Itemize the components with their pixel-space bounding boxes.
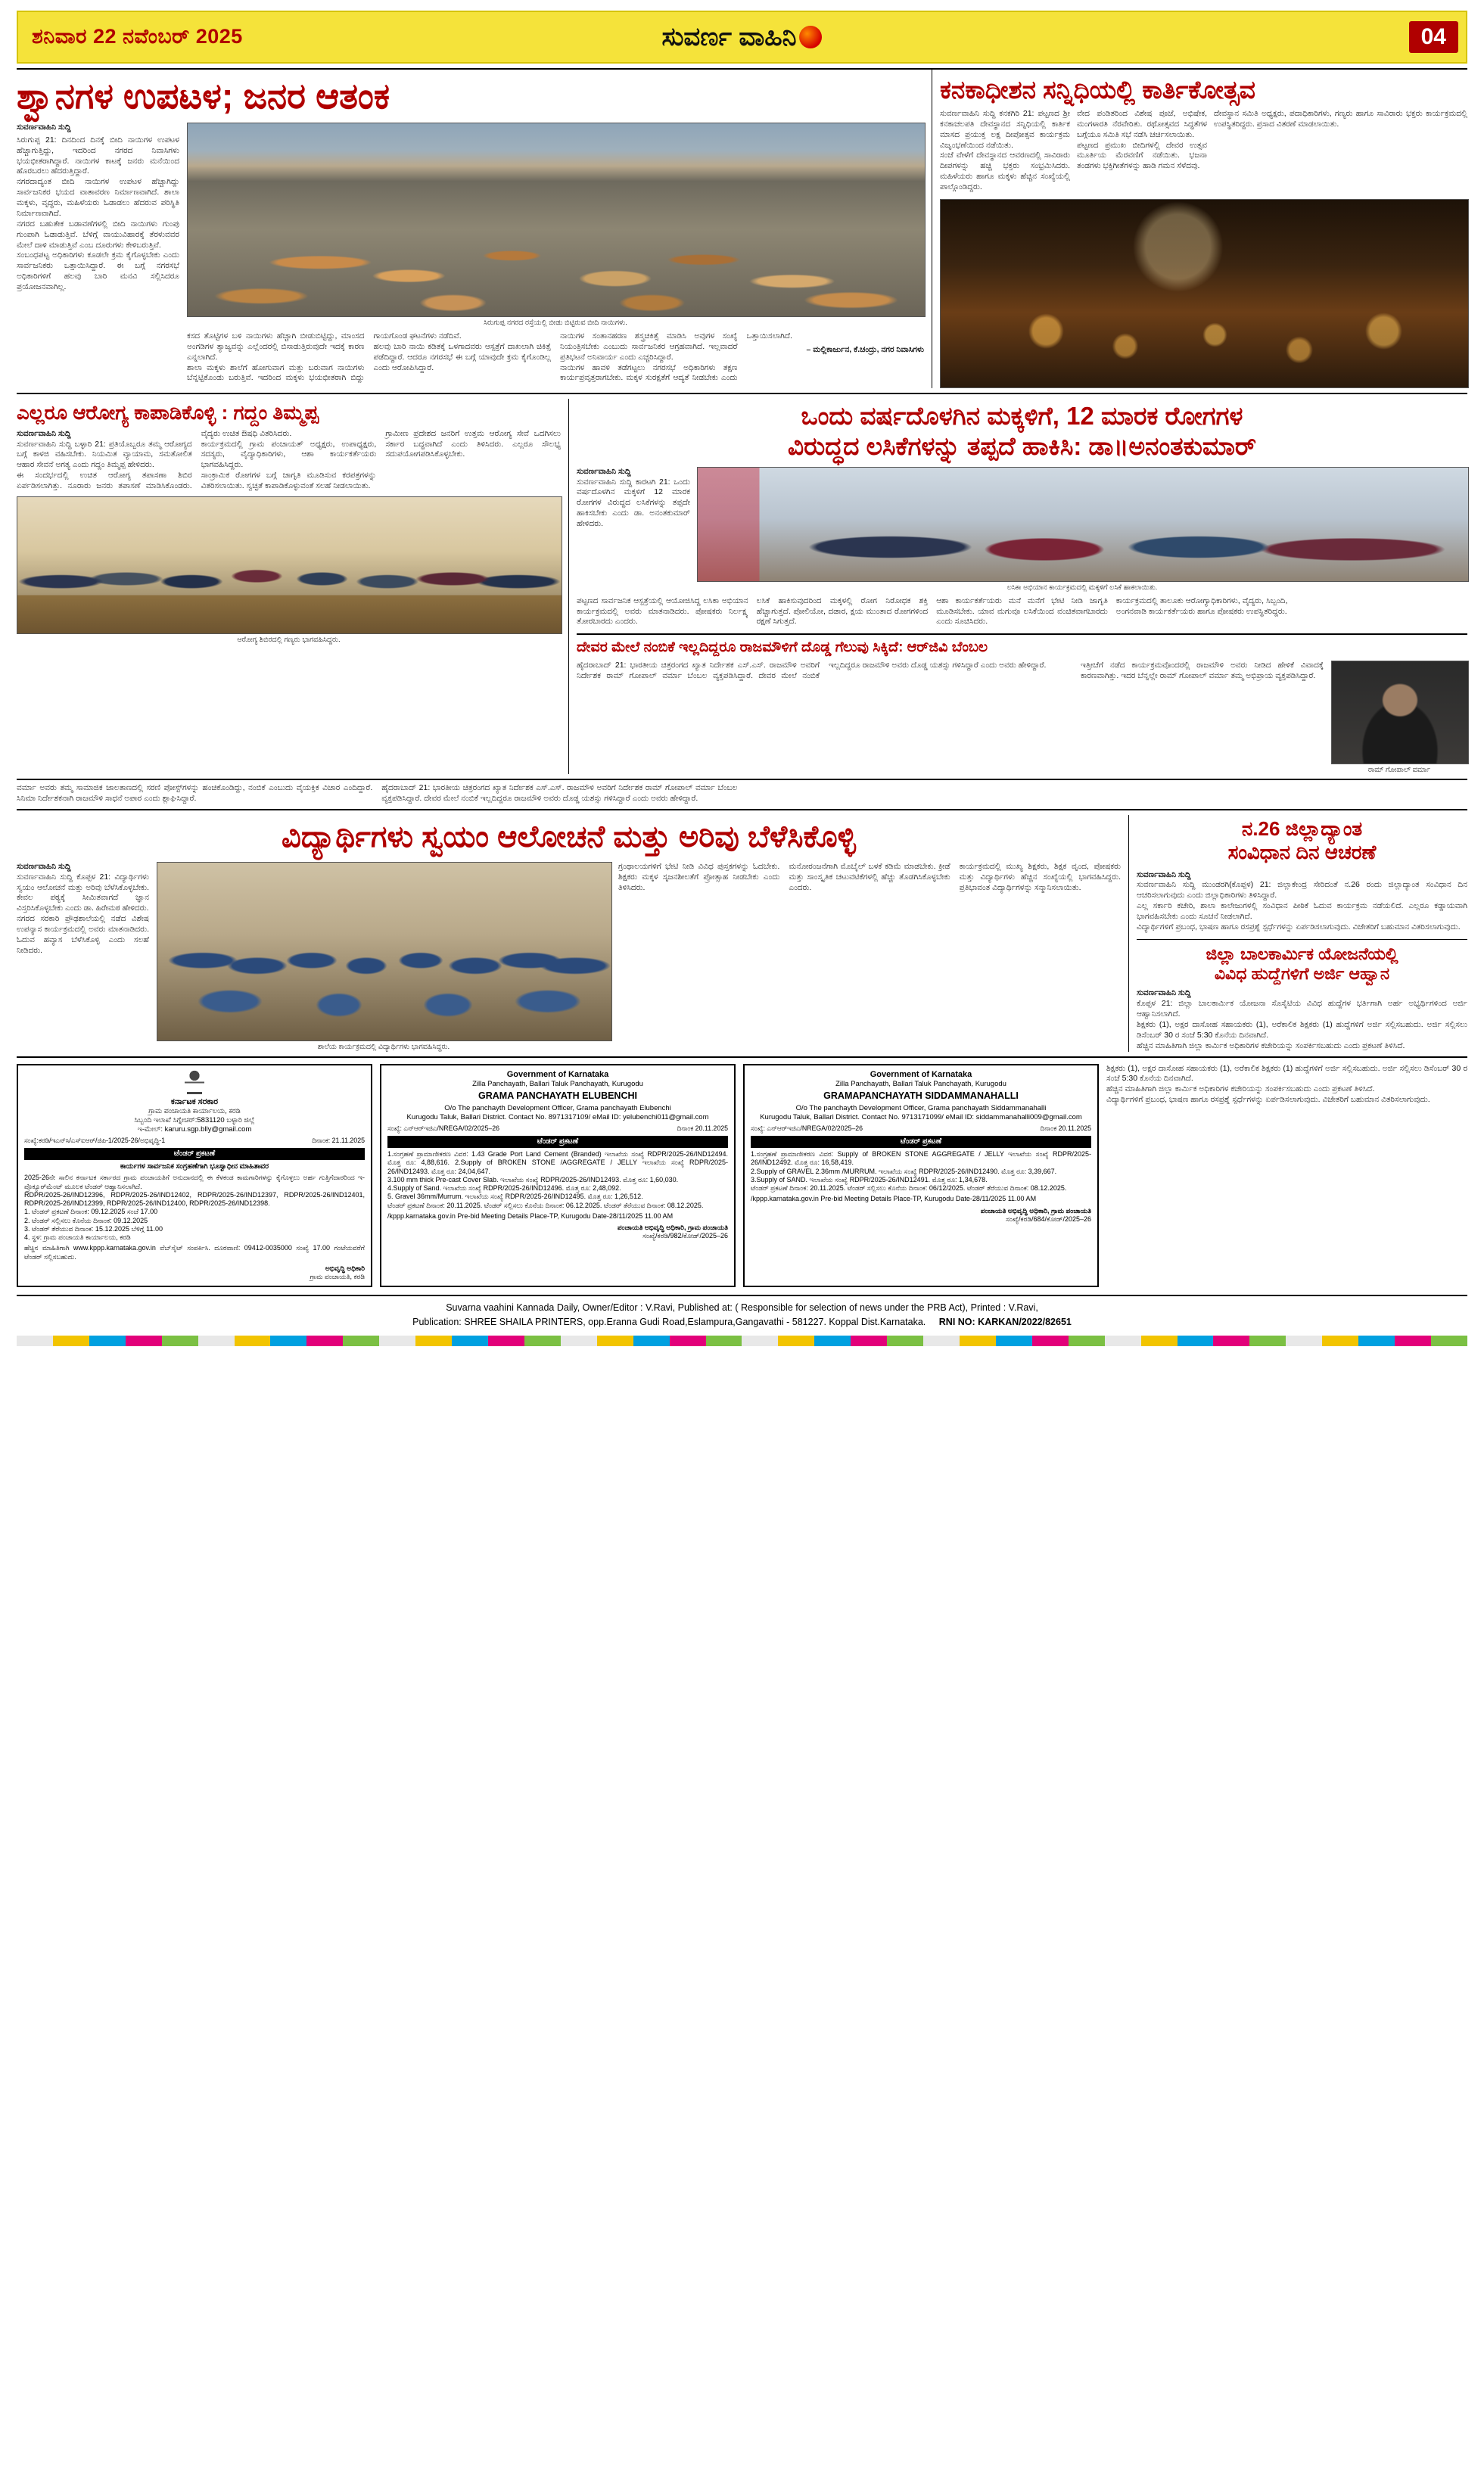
health-camp-photo xyxy=(17,496,562,634)
tender-siddammanahalli xyxy=(743,1064,1099,1288)
third-block xyxy=(17,815,1467,1058)
color-swatch xyxy=(198,1336,235,1346)
footer-line-2 xyxy=(0,1315,1484,1330)
color-swatch xyxy=(1069,1336,1105,1346)
lead-byline: ಸುವರ್ಣವಾಹಿನಿ ಸುದ್ದಿ xyxy=(17,123,71,132)
tender2-gov: Government of Karnataka xyxy=(506,1069,609,1079)
newspaper-page xyxy=(0,11,1484,2482)
color-swatch xyxy=(306,1336,343,1346)
color-swatch xyxy=(488,1336,524,1346)
color-swatch xyxy=(89,1336,126,1346)
constitution-para-1: ಸುವರ್ಣವಾಹಿನಿ ಸುದ್ದಿ ಮುಂಡರಗಿ(ಕೊಪ್ಪಳ) 21: ಜಿಲ್ಲಾಕೇಂದ್ರ ಸೇರಿದಂತೆ ನ.26 ರಂದು ಜಿಲ್ಲಾದ್ಯಾಂತ ಸಂವಿಧಾನ ದಿನ ಆಚರಿಸಲಾಗುವುದು ಎಂದು ಜಿಲ್ಲಾಧಿಕಾರಿಗಳು ತಿಳಿಸಿದ್ದಾರೆ. xyxy=(1137,880,1467,900)
rgv-story xyxy=(577,633,1467,774)
tender2-sign-sub: ಸಂಖ್ಯೆ/ಕರಡಿ/982/ಕೋಡ್/2025–26 xyxy=(642,1232,728,1240)
students-byline: ಸುವರ್ಣವಾಹಿನಿ ಸುದ್ದಿ xyxy=(17,861,71,871)
health-para-3: ಕಾರ್ಯಕ್ರಮದಲ್ಲಿ ಗ್ರಾಮ ಪಂಚಾಯತ್ ಅಧ್ಯಕ್ಷರು, ಉಪಾಧ್ಯಕ್ಷರು, ಸದಸ್ಯರು, ವೈದ್ಯಾಧಿಕಾರಿಗಳು, ಆಶಾ ಕಾರ್ಯಕರ್ತೆಯರು ಭಾಗವಹಿಸಿದ್ದರು. xyxy=(201,439,377,470)
labour-headline-line2: ವಿವಿಧ ಹುದ್ದೆಗಳಿಗೆ ಅರ್ಜಿ ಆಹ್ವಾನ xyxy=(1214,964,1390,984)
health-para-2: ಈ ಸಂದರ್ಭದಲ್ಲಿ ಉಚಿತ ಆರೋಗ್ಯ ತಪಾಸಣಾ ಶಿಬಿರ ಏರ್ಪಡಿಸಲಾಗಿತ್ತು. ನೂರಾರು ಜನರು ತಪಾಸಣೆ ಮಾಡಿಸಿಕೊಂಡರು. ವೈದ್ಯರು ಉಚಿತ ಔಷಧಿ ವಿತರಿಸಿದರು. xyxy=(17,428,292,490)
tender3-zilla: Zilla Panchayath, Ballari Taluk Panchayath, Kurugodu xyxy=(835,1080,1006,1089)
tender3-sign: ಪಂಚಾಯತಿ ಅಭಿವೃದ್ಧಿ ಅಧಿಕಾರಿ, ಗ್ರಾಮ ಪಂಚಾಯತಿ xyxy=(980,1206,1091,1215)
rgv-portrait-photo xyxy=(1331,661,1469,764)
labour-overflow-1: ಶಿಕ್ಷಕರು (1), ಅಕ್ಷರ ದಾಸೋಹ ಸಹಾಯಕರು (1), ಅರೆಕಾಲಿಕ ಶಿಕ್ಷಕರು (1) ಹುದ್ದೆಗಳಿಗೆ ಅರ್ಜಿ ಸಲ್ಲಿಸಬಹುದು. ಅರ್ಜಿ ಸಲ್ಲಿಸಲು ಡಿಸೆಂಬರ್ 30 ರ ಸಂಜೆ 5:30 ಕೊನೆಯ ದಿನವಾಗಿದೆ. xyxy=(1106,1063,1467,1084)
temple-headline: ಕನಕಾಧೀಶನ ಸನ್ನಿಧಿಯಲ್ಲಿ ಕಾರ್ತಿಕೋತ್ಸವ xyxy=(940,76,1255,104)
vaccine-photo-block xyxy=(697,467,1467,592)
students-para-5: ಕಾರ್ಯಕ್ರಮದಲ್ಲಿ ಮುಖ್ಯ ಶಿಕ್ಷಕರು, ಶಿಕ್ಷಕ ವೃಂದ, ಪೋಷಕರು ಮತ್ತು ವಿದ್ಯಾರ್ಥಿಗಳು ಹೆಚ್ಚಿನ ಸಂಖ್ಯೆಯಲ್ಲಿ ಭಾಗವಹಿಸಿದ್ದರು. ಪ್ರತಿಭಾವಂತ ವಿದ್ಯಾರ್ಥಿಗಳನ್ನು ಸನ್ಮಾನಿಸಲಾಯಿತು. xyxy=(959,861,1121,892)
rgv-para-2: ಇತ್ತೀಚೆಗೆ ನಡೆದ ಕಾರ್ಯಕ್ರಮವೊಂದರಲ್ಲಿ ರಾಜಮೌಳಿ ಅವರು ನೀಡಿದ ಹೇಳಿಕೆ ವಿವಾದಕ್ಕೆ ಕಾರಣವಾಗಿತ್ತು. ಇದರ ಬೆನ್ನಲ್ಲೇ ರಾಮ್ ಗೋಪಾಲ್ ವರ್ಮಾ ತಮ್ಮ ಅಭಿಪ್ರಾಯ ವ್ಯಕ್ತಪಡಿಸಿದ್ದಾರೆ. xyxy=(1081,661,1324,680)
tender2-address: Kurugodu Taluk, Ballari District. Contact No. 8971317109/ eMail ID: yelubenchi011@gmail.com xyxy=(406,1112,709,1121)
health-para-1: ಸುವರ್ಣವಾಹಿನಿ ಸುದ್ದಿ ಬಳ್ಳಾರಿ 21: ಪ್ರತಿಯೊಬ್ಬರೂ ತಮ್ಮ ಆರೋಗ್ಯದ ಬಗ್ಗೆ ಕಾಳಜಿ ವಹಿಸಬೇಕು. ನಿಯಮಿತ ವ್ಯಾಯಾಮ, ಸಮತೋಲಿತ ಆಹಾರ ಸೇವನೆ ಅಗತ್ಯ ಎಂದು ಗದ್ದಂ ತಿಮ್ಮಪ್ಪ ಹೇಳಿದರು. xyxy=(17,439,192,470)
color-swatch xyxy=(53,1336,89,1346)
students-story xyxy=(17,815,1129,1052)
vaccine-para-2: ಪಟ್ಟಣದ ಸಾರ್ವಜನಿಕ ಆಸ್ಪತ್ರೆಯಲ್ಲಿ ಆಯೋಜಿಸಿದ್ದ ಲಸಿಕಾ ಅಭಿಯಾನ ಕಾರ್ಯಕ್ರಮದಲ್ಲಿ ಅವರು ಮಾತನಾಡಿದರು. ಪೋಷಕರು ನಿರ್ಲಕ್ಷ್ಯ ತೋರಬಾರದು ಎಂದರು. xyxy=(577,596,748,627)
color-swatch xyxy=(379,1336,415,1346)
health-story xyxy=(17,399,569,774)
vaccine-headline-line1: ಒಂದು ವರ್ಷದೊಳಗಿನ ಮಕ್ಕಳಿಗೆ, 12 ಮಾರಕ ರೋಗಗಳ xyxy=(801,401,1243,430)
labour-para-1: ಕೊಪ್ಪಳ 21: ಜಿಲ್ಲಾ ಬಾಲಕಾರ್ಮಿಕ ಯೋಜನಾ ಸೊಸೈಟಿಯ ವಿವಿಧ ಹುದ್ದೆಗಳ ಭರ್ತಿಗಾಗಿ ಅರ್ಹ ಅಭ್ಯರ್ಥಿಗಳಿಂದ ಅರ್ಜಿ ಆಹ್ವಾನಿಸಲಾಗಿದೆ. xyxy=(1137,999,1467,1019)
tender3-gov: Government of Karnataka xyxy=(870,1069,972,1079)
rgv-overflow-columns xyxy=(17,783,1467,804)
labour-headline-line1: ಜಿಲ್ಲಾ ಬಾಲಕಾರ್ಮಿಕ ಯೋಜನೆಯಲ್ಲಿ xyxy=(1206,944,1398,963)
labour-para-2: ಶಿಕ್ಷಕರು (1), ಅಕ್ಷರ ದಾಸೋಹ ಸಹಾಯಕರು (1), ಅರೆಕಾಲಿಕ ಶಿಕ್ಷಕರು (1) ಹುದ್ದೆಗಳಿಗೆ ಅರ್ಜಿ ಸಲ್ಲಿಸಬಹುದು. ಅರ್ಜಿ ಸಲ್ಲಿಸಲು ಡಿಸೆಂಬರ್ 30 ರ ಸಂಜೆ 5:30 ಕೊನೆಯ ದಿನವಾಗಿದೆ. xyxy=(1137,1019,1467,1040)
color-swatch xyxy=(960,1336,996,1346)
tender3-gp-name: GRAMAPANCHAYATH SIDDAMMANAHALLI xyxy=(823,1090,1019,1102)
tender3-website-note: /kppp.karnataka.gov.in Pre-bid Meeting Details Place-TP, Kurugodu Date-28/11/2025 11.00 AM xyxy=(751,1195,1037,1203)
color-swatch xyxy=(670,1336,706,1346)
lead-lower-columns xyxy=(187,331,924,384)
tender1-header-line1: ಕರ್ನಾಟಕ ಸರಕಾರ xyxy=(170,1096,219,1106)
vaccine-story xyxy=(569,399,1467,774)
color-swatch xyxy=(851,1336,887,1346)
temple-col-text-3 xyxy=(1214,109,1467,193)
temple-para-5: ದೇವಸ್ಥಾನ ಸಮಿತಿ ಅಧ್ಯಕ್ಷರು, ಪದಾಧಿಕಾರಿಗಳು, ಗಣ್ಯರು ಹಾಗೂ ಸಾವಿರಾರು ಭಕ್ತರು ಕಾರ್ಯಕ್ರಮದಲ್ಲಿ ಉಪಸ್ಥಿತರಿದ್ದರು. ಪ್ರಸಾದ ವಿತರಣೆ ಮಾಡಲಾಯಿತು. xyxy=(1214,108,1467,129)
color-registration-bar xyxy=(17,1336,1467,1346)
constitution-para-2: ಎಲ್ಲ ಸರ್ಕಾರಿ ಕಚೇರಿ, ಶಾಲಾ ಕಾಲೇಜುಗಳಲ್ಲಿ ಸಂವಿಧಾನ ಪೀಠಿಕೆ ಓದುವ ಕಾರ್ಯಕ್ರಮ ನಡೆಯಲಿದೆ. ಎಲ್ಲರೂ ಕಡ್ಡಾಯವಾಗಿ ಭಾಗವಹಿಸಬೇಕು ಎಂದು ಸೂಚನೆ ನೀಡಲಾಗಿದೆ. xyxy=(1137,901,1467,922)
tender1-contact-2: ಇ-ಮೇಲ್: karuru.sgp.blly@gmail.com xyxy=(137,1125,252,1134)
vaccine-para-4: ಆಶಾ ಕಾರ್ಯಕರ್ತೆಯರು ಮನೆ ಮನೆಗೆ ಭೇಟಿ ನೀಡಿ ಜಾಗೃತಿ ಮೂಡಿಸಬೇಕು. ಯಾವ ಮಗುವೂ ಲಸಿಕೆಯಿಂದ ವಂಚಿತವಾಗಬಾರದು ಎಂದು ಸೂಚಿಸಿದರು. xyxy=(936,596,1108,627)
students-para-1: ಸುವರ್ಣವಾಹಿನಿ ಸುದ್ದಿ ಕೊಪ್ಪಳ 21: ವಿದ್ಯಾರ್ಥಿಗಳು ಸ್ವಯಂ ಆಲೋಚನೆ ಮತ್ತು ಅರಿವು ಬೆಳೆಸಿಕೊಳ್ಳಬೇಕು. ಕೇವಲ ಪಠ್ಯಕ್ಕೆ ಸೀಮಿತವಾಗದೆ ಜ್ಞಾನ ವಿಸ್ತರಿಸಿಕೊಳ್ಳಬೇಕು ಎಂದು ಡಾ. ಹಿರೇಮಠ ಹೇಳಿದರು. xyxy=(17,872,149,913)
tender1-contact-1: ಸಿಬ್ಬಂದಿ ಇಲಾಖೆ ಸಿಗ್ನೇಚರ್:5831120 ಬಳ್ಳಾರಿ ಜಿಲ್ಲೆ xyxy=(134,1116,255,1125)
lead-para-8: ನಾಯಿಗಳ ಸಂತಾನಹರಣ ಶಸ್ತ್ರಚಿಕಿತ್ಸೆ ಮಾಡಿಸಿ ಅವುಗಳ ಸಂಖ್ಯೆ ನಿಯಂತ್ರಿಸಬೇಕು ಎಂಬುದು ಸಾರ್ವಜನಿಕರ ಆಗ್ರಹವಾಗಿದೆ. ಇಲ್ಲವಾದರೆ ಪ್ರತಿಭಟನೆ ಅನಿವಾರ್ಯ ಎಂದು ಎಚ್ಚರಿಸಿದ್ದಾರೆ. xyxy=(560,331,738,362)
tender3-ref: ಸಂಖ್ಯೆ: ಎನ್‌ಆರ್‌ಇಜಿಎ/NREGA/02/2025–26 xyxy=(751,1124,863,1132)
vaccine-byline: ಸುವರ್ಣವಾಹಿನಿ ಸುದ್ದಿ xyxy=(577,466,631,476)
tender-elubenchi xyxy=(380,1064,736,1288)
temple-para-1: ಸುವರ್ಣವಾಹಿನಿ ಸುದ್ದಿ ಕನಕಗಿರಿ 21: ಪಟ್ಟಣದ ಶ್ರೀ ಕನಕಾಚಲಪತಿ ದೇವಸ್ಥಾನದ ಸನ್ನಿಧಿಯಲ್ಲಿ ಕಾರ್ತಿಕ ಮಾಸದ ಪ್ರಯುಕ್ತ ಲಕ್ಷ ದೀಪೋತ್ಸವ ಕಾರ್ಯಕ್ರಮ ವಿಜೃಂಭಣೆಯಿಂದ ನಡೆಯಿತು. xyxy=(940,108,1070,150)
masthead xyxy=(17,11,1467,64)
tender-row-right-column xyxy=(1106,1064,1467,1288)
tender-karnataka-karadi xyxy=(17,1064,372,1288)
tender3-item-1: 1.ಸಂಗ್ರಹಣೆ ಪ್ರಾಮಾಣೀಕರಣ ವಿವರ: Supply of BROKEN STONE AGGREGATE / JELLY ಇಲಾಖೆಯ ಸಂಖ್ಯೆ RDPR/2025-26/IND12492. ಮೊತ್ತ ರೂ: 16,58,419. xyxy=(751,1150,1091,1167)
color-swatch xyxy=(597,1336,633,1346)
tender2-item-4: 5. Gravel 36mm/Murrum. ಇಲಾಖೆಯ ಸಂಖ್ಯೆ RDPR/2025-26/IND12495. ಮೊತ್ತ ರೂ: 1,26,512. xyxy=(387,1193,643,1201)
health-para-4: ಸಾಂಕ್ರಾಮಿಕ ರೋಗಗಳ ಬಗ್ಗೆ ಜಾಗೃತಿ ಮೂಡಿಸುವ ಕರಪತ್ರಗಳನ್ನು ವಿತರಿಸಲಾಯಿತು. ಸ್ವಚ್ಛತೆ ಕಾಪಾಡಿಕೊಳ್ಳುವಂತೆ ಸಲಹೆ ನೀಡಲಾಯಿತು. xyxy=(201,471,377,490)
color-swatch xyxy=(1105,1336,1141,1346)
vaccine-para-5: ಕಾರ್ಯಕ್ರಮದಲ್ಲಿ ತಾಲೂಕು ಆರೋಗ್ಯಾಧಿಕಾರಿಗಳು, ವೈದ್ಯರು, ಸಿಬ್ಬಂದಿ, ಅಂಗನವಾಡಿ ಕಾರ್ಯಕರ್ತೆಯರು ಹಾಗೂ ಪೋಷಕರು ಉಪಸ್ಥಿತರಿದ್ದರು. xyxy=(1115,596,1288,616)
vaccine-lower-columns xyxy=(577,596,1467,628)
lead-para-4: ಸಂಬಂಧಪಟ್ಟ ಅಧಿಕಾರಿಗಳು ಕೂಡಲೇ ಕ್ರಮ ಕೈಗೊಳ್ಳಬೇಕು ಎಂದು ಸಾರ್ವಜನಿಕರು ಒತ್ತಾಯಿಸಿದ್ದಾರೆ. ಈ ಬಗ್ಗೆ ನಗರಸಭೆ ಅಧಿಕಾರಿಗಳಿಗೆ ಹಲವು ಬಾರಿ ಮನವಿ ಸಲ್ಲಿಸಿದರೂ ಪ್ರಯೋಜನವಾಗಿಲ್ಲ. xyxy=(17,250,179,291)
temple-para-2: ಸಂಜೆ ವೇಳೆಗೆ ದೇವಸ್ಥಾನದ ಆವರಣದಲ್ಲಿ ಸಾವಿರಾರು ದೀಪಗಳನ್ನು ಹಚ್ಚಿ ಭಕ್ತರು ಸಂಭ್ರಮಿಸಿದರು. ಮಹಿಳೆಯರು ಹಾಗೂ ಮಕ್ಕಳು ಹೆಚ್ಚಿನ ಸಂಖ್ಯೆಯಲ್ಲಿ ಪಾಲ್ಗೊಂಡಿದ್ದರು. xyxy=(940,151,1070,191)
health-columns xyxy=(17,429,561,492)
lead-para-9: ನಾಯಿಗಳ ಹಾವಳಿ ತಡೆಗಟ್ಟಲು ನಗರಸಭೆ ಅಧಿಕಾರಿಗಳು ತಕ್ಷಣ ಕಾರ್ಯಪ್ರವೃತ್ತರಾಗಬೇಕು. ಮಕ್ಕಳ ಸುರಕ್ಷತೆಗೆ ಆದ್ಯತೆ ನೀಡಬೇಕು ಎಂದು ಒತ್ತಾಯಿಸಲಾಗಿದೆ. xyxy=(560,331,792,383)
tender3-office: O/o The panchayth Development Officer, Grama panchayath Siddammanahalli xyxy=(795,1103,1047,1112)
tender2-banner: ಟೆಂಡರ್ ಪ್ರಕಟಣೆ xyxy=(387,1136,728,1149)
tender2-item-3: 4.Supply of Sand. ಇಲಾಖೆಯ ಸಂಖ್ಯೆ RDPR/2025-26/IND12496. ಮೊತ್ತ ರೂ: 2,48,092. xyxy=(387,1184,621,1192)
labour-byline: ಸುವರ್ಣವಾಹಿನಿ ಸುದ್ದಿ xyxy=(1137,988,1191,998)
lead-para-5: ಕಸದ ತೊಟ್ಟಿಗಳ ಬಳಿ ನಾಯಿಗಳು ಹೆಚ್ಚಾಗಿ ಬೀಡುಬಿಟ್ಟಿದ್ದು, ಮಾಂಸದ ಅಂಗಡಿಗಳ ತ್ಯಾಜ್ಯವನ್ನು ಎಲ್ಲೆಂದರಲ್ಲಿ ಬಿಸಾಡುತ್ತಿರುವುದೇ ಇದಕ್ಕೆ ಕಾರಣ ಎನ್ನಲಾಗಿದೆ. xyxy=(187,331,365,362)
lead-col-1 xyxy=(17,123,179,384)
tender1-footer-note: ಹೆಚ್ಚಿನ ಮಾಹಿತಿಗಾಗಿ www.kppp.karnataka.gov.in ವೆಬ್‌ಸೈಟ್ ಸಂಪರ್ಕಿಸಿ. ದೂರವಾಣಿ: 09412-0035000 ಸಂಖ್ಯೆ 17.00 ಗಂಟೆಯವರೆಗೆ ಟೆಂಡರ್ ಸಲ್ಲಿಸಬಹುದು. xyxy=(24,1244,365,1261)
footer-imprint xyxy=(0,1296,1484,1333)
tender3-date: ದಿನಾಂಕ 20.11.2025 xyxy=(1040,1124,1091,1132)
color-swatch xyxy=(923,1336,960,1346)
tender1-item-4: 3. ಟೆಂಡರ್ ತೆರೆಯುವ ದಿನಾಂಕ: 15.12.2025 ಬೆಳಿಗ್ಗೆ 11.00 xyxy=(24,1224,163,1233)
logo-swirl-icon xyxy=(799,26,822,48)
students-para-2: ನಗರದ ಸರಕಾರಿ ಪ್ರೌಢಶಾಲೆಯಲ್ಲಿ ನಡೆದ ವಿಶೇಷ ಉಪನ್ಯಾಸ ಕಾರ್ಯಕ್ರಮದಲ್ಲಿ ಅವರು ಮಾತನಾಡಿದರು. ಓದುವ ಹವ್ಯಾಸ ಬೆಳೆಸಿಕೊಳ್ಳಿ ಎಂದು ಸಲಹೆ ನೀಡಿದರು. xyxy=(17,914,149,955)
color-swatch xyxy=(524,1336,561,1346)
rgv-para-3: ವರ್ಮಾ ಅವರು ತಮ್ಮ ಸಾಮಾಜಿಕ ಜಾಲತಾಣದಲ್ಲಿ ಸರಣಿ ಪೋಸ್ಟ್‌ಗಳನ್ನು ಹಂಚಿಕೊಂಡಿದ್ದು, ನಂಬಿಕೆ ಎಂಬುದು ವೈಯಕ್ತಿಕ ವಿಚಾರ ಎಂದಿದ್ದಾರೆ. ಸಿನಿಮಾ ನಿರ್ದೇಶಕನಾಗಿ ರಾಜಮೌಳಿ ಸಾಧನೆ ಅಪಾರ ಎಂದು ಶ್ಲಾಘಿಸಿದ್ದಾರೆ. xyxy=(17,783,373,803)
health-headline: ಎಲ್ಲರೂ ಆರೋಗ್ಯ ಕಾಪಾಡಿಕೊಳ್ಳಿ : ಗದ್ದಂ ತಿಮ್ಮಪ್ಪ xyxy=(17,400,319,424)
tender1-item-5: 4. ಸ್ಥಳ: ಗ್ರಾಮ ಪಂಚಾಯತಿ ಕಾರ್ಯಾಲಯ, ಕರಡಿ xyxy=(24,1233,131,1241)
tender2-date: ದಿನಾಂಕ 20.11.2025 xyxy=(677,1124,728,1132)
lead-para-3: ನಗರದ ಬಹುತೇಕ ಬಡಾವಣೆಗಳಲ್ಲಿ ಬೀದಿ ನಾಯಿಗಳು ಗುಂಪು ಗುಂಪಾಗಿ ಓಡಾಡುತ್ತಿವೆ. ಬೆಳಿಗ್ಗೆ ವಾಯುವಿಹಾರಕ್ಕೆ ತೆರಳುವವರ ಮೇಲೆ ದಾಳಿ ಮಾಡುತ್ತಿವೆ ಎಂಬ ದೂರುಗಳು ಕೇಳಿಬರುತ್ತಿವೆ. xyxy=(17,219,179,250)
color-swatch xyxy=(633,1336,670,1346)
temple-para-4: ಪಟ್ಟಣದ ಪ್ರಮುಖ ಬೀದಿಗಳಲ್ಲಿ ದೇವರ ಉತ್ಸವ ಮೂರ್ತಿಯ ಮೆರವಣಿಗೆ ನಡೆಯಿತು. ಭಜನಾ ತಂಡಗಳು ಭಕ್ತಿಗೀತೆಗಳನ್ನು ಹಾಡಿ ಗಮನ ಸೆಳೆದವು. xyxy=(1077,140,1207,171)
tender3-item-2: 2.Supply of GRAVEL 2.36mm /MURRUM. ಇಲಾಖೆಯ ಸಂಖ್ಯೆ RDPR/2025-26/IND12490. ಮೊತ್ತ ರೂ: 3,39,667. xyxy=(751,1167,1057,1175)
lead-story xyxy=(17,70,932,388)
color-swatch xyxy=(1322,1336,1358,1346)
top-block xyxy=(17,70,1467,394)
temple-story xyxy=(932,70,1467,388)
students-photo-block xyxy=(157,862,611,1051)
lead-para-6: ಶಾಲಾ ಮಕ್ಕಳು ಶಾಲೆಗೆ ಹೋಗುವಾಗ ಮತ್ತು ಬರುವಾಗ ನಾಯಿಗಳು ಬೆನ್ನಟ್ಟಿಕೊಂಡು ಬರುತ್ತಿವೆ. ಇದರಿಂದ ಮಕ್ಕಳು ಭಯಭೀತರಾಗಿ ಬಿದ್ದು ಗಾಯಗೊಂಡ ಘಟನೆಗಳು ನಡೆದಿವೆ. xyxy=(187,331,462,383)
tender2-item-2: 3.100 mm thick Pre-cast Cover Slab. ಇಲಾಖೆಯ ಸಂಖ್ಯೆ RDPR/2025-26/IND12493. ಮೊತ್ತ ರೂ: 1,60,030. xyxy=(387,1175,679,1183)
tender-row xyxy=(17,1064,1467,1288)
vaccine-para-1: ಸುವರ್ಣವಾಹಿನಿ ಸುದ್ದಿ ಕಾರಟಗಿ 21: ಒಂದು ವರ್ಷದೊಳಗಿನ ಮಕ್ಕಳಿಗೆ 12 ಮಾರಕ ರೋಗಗಳ ವಿರುದ್ಧದ ಲಸಿಕೆಗಳನ್ನು ತಪ್ಪದೇ ಹಾಕಿಸಬೇಕು ಎಂದು ಡಾ. ಅನಂತಕುಮಾರ್ ಹೇಳಿದರು. xyxy=(577,477,690,528)
constitution-byline: ಸುವರ್ಣವಾಹಿನಿ ಸುದ್ದಿ xyxy=(1137,869,1191,879)
tender2-office: O/o The panchayth Development Officer, Grama panchayath Elubenchi xyxy=(444,1103,671,1112)
tender1-item-3: 2. ಟೆಂಡರ್ ಸಲ್ಲಿಸಲು ಕೊನೆಯ ದಿನಾಂಕ: 09.12.2025 xyxy=(24,1216,148,1224)
tender1-banner: ಟೆಂಡರ್ ಪ್ರಕಟಣೆ xyxy=(24,1148,365,1161)
color-swatch xyxy=(778,1336,814,1346)
tender2-gp-name: GRAMA PANCHAYATH ELUBENCHI xyxy=(478,1090,637,1102)
color-swatch xyxy=(814,1336,851,1346)
students-headline: ವಿದ್ಯಾರ್ಥಿಗಳು ಸ್ವಯಂ ಆಲೋಚನೆ ಮತ್ತು ಅರಿವು ಬೆಳೆಸಿಕೊಳ್ಳಿ xyxy=(282,820,856,854)
color-swatch xyxy=(706,1336,742,1346)
vaccine-col-1 xyxy=(577,467,690,592)
rgv-headline: ದೇವರ ಮೇಲೆ ನಂಬಿಕೆ ಇಲ್ಲದಿದ್ದರೂ ರಾಜಮೌಳಿಗೆ ದೊಡ್ಡ ಗೆಲುವು ಸಿಕ್ಕಿದೆ: ಆರ್‌ಜಿವಿ ಬೆಂಬಲ xyxy=(577,639,988,656)
rgv-overflow xyxy=(17,783,1467,810)
constitution-para-3: ವಿದ್ಯಾರ್ಥಿಗಳಿಗೆ ಪ್ರಬಂಧ, ಭಾಷಣ ಹಾಗೂ ರಸಪ್ರಶ್ನೆ ಸ್ಪರ್ಧೆಗಳನ್ನು ಏರ್ಪಡಿಸಲಾಗುವುದು. ವಿಜೇತರಿಗೆ ಬಹುಮಾನ ವಿತರಿಸಲಾಗುವುದು. xyxy=(1137,922,1461,932)
color-swatch xyxy=(1213,1336,1249,1346)
state-emblem-icon xyxy=(185,1070,204,1096)
color-swatch xyxy=(452,1336,488,1346)
color-swatch xyxy=(17,1336,53,1346)
tender3-item-4: ಟೆಂಡರ್ ಪ್ರಕಟಣೆ ದಿನಾಂಕ: 20.11.2025. ಟೆಂಡರ್ ಸಲ್ಲಿಸಲು ಕೊನೆಯ ದಿನಾಂಕ: 06/12/2025. ಟೆಂಡರ್ ತೆರೆಯುವ ದಿನಾಂಕ: 08.12.2025. xyxy=(751,1184,1067,1192)
color-swatch xyxy=(561,1336,597,1346)
color-swatch xyxy=(1249,1336,1286,1346)
color-swatch xyxy=(1358,1336,1395,1346)
students-group-photo xyxy=(157,862,612,1041)
constitution-headline-line2: ಸಂವಿಧಾನ ದಿನ ಆಚರಣೆ xyxy=(1227,840,1377,863)
vaccine-headline-line2: ವಿರುದ್ಧದ ಲಸಿಕೆಗಳನ್ನು ತಪ್ಪದೆ ಹಾಕಿಸಿ: ಡಾ॥ಅನಂತಕುಮಾರ್ xyxy=(787,431,1257,460)
rgv-columns xyxy=(577,661,1324,774)
tender3-address: Kurugodu Taluk, Ballari District. Contact No. 9713171099/ eMail ID: siddammanahalli009@gmail.com xyxy=(760,1112,1082,1121)
color-swatch xyxy=(742,1336,778,1346)
page-content xyxy=(17,70,1467,1287)
students-group-caption: ಶಾಲೆಯ ಕಾರ್ಯಕ್ರಮದಲ್ಲಿ ವಿದ್ಯಾರ್ಥಿಗಳು ಭಾಗವಹಿಸಿದ್ದರು. xyxy=(317,1042,450,1051)
lead-para-1: ಸಿರುಗುಪ್ಪ 21: ದಿನದಿಂದ ದಿನಕ್ಕೆ ಬೀದಿ ನಾಯಿಗಳ ಉಪಟಳ ಹೆಚ್ಚಾಗುತ್ತಿದ್ದು, ಇದರಿಂದ ನಗರದ ನಿವಾಸಿಗಳು ಭಯಭೀತರಾಗಿದ್ದಾರೆ. ನಾಯಿಗಳ ಕಾಟಕ್ಕೆ ಜನರು ಮನೆಯಿಂದ ಹೊರಬರಲು ಹೆದರುತ್ತಿದ್ದಾರೆ. xyxy=(17,135,179,176)
students-col-right xyxy=(618,862,1121,1051)
health-byline: ಸುವರ್ಣವಾಹಿನಿ ಸುದ್ದಿ xyxy=(17,428,71,438)
tender2-item-1: 1.ಸಂಗ್ರಹಣೆ ಪ್ರಾಮಾಣೀಕರಣ ವಿವರ: 1.43 Grade Port Land Cement (Branded) ಇಲಾಖೆಯ ಸಂಖ್ಯೆ RDPR/2025-26/IND12494. ಮೊತ್ತ ರೂ: 4,88,616. 2.Supply of BROKEN STONE /AGGREGATE / JELLY ಇಲಾಖೆಯ ಸಂಖ್ಯೆ RDPR/2025-26/IND12493. ಮೊತ್ತ ರೂ: 24,04,647. xyxy=(387,1150,728,1175)
rgv-photo-block xyxy=(1331,661,1467,774)
students-col-1 xyxy=(17,862,149,1051)
tender3-sign-sub: ಸಂಖ್ಯೆ/ಕರಡಿ/684/ಕೋಡ್/2025–26 xyxy=(1006,1215,1091,1223)
tender1-date: ದಿನಾಂಕ: 21.11.2025 xyxy=(312,1136,365,1144)
footer-publication: Publication: SHREE SHAILA PRINTERS, opp.Eranna Gudi Road,Eslampura,Gangavathi - 581227. Koppal Dist.Karnataka. xyxy=(412,1317,926,1327)
color-swatch xyxy=(235,1336,271,1346)
tender2-zilla: Zilla Panchayath, Ballari Taluk Panchayath, Kurugodu xyxy=(472,1080,643,1089)
rgv-portrait-caption: ರಾಮ್ ಗೋಪಾಲ್ ವರ್ಮಾ xyxy=(1367,766,1431,775)
temple-para-3: ವೇದ ಪಂಡಿತರಿಂದ ವಿಶೇಷ ಪೂಜೆ, ಅಭಿಷೇಕ, ಮಂಗಳಾರತಿ ನೆರವೇರಿತು. ರಥೋತ್ಸವದ ಸಿದ್ಧತೆಗಳ ಬಗ್ಗೆಯೂ ಸಮಿತಿ ಸಭೆ ನಡೆಸಿ ಚರ್ಚಿಸಲಾಯಿತು. xyxy=(1077,108,1207,139)
tender2-website-note: /kppp.karnataka.gov.in Pre-bid Meeting Details Place-TP, Kurugodu Date-28/11/2025 11.00 AM xyxy=(387,1211,674,1220)
footer-line-1: Suvarna vaahini Kannada Daily, Owner/Editor : V.Ravi, Published at: ( Responsible for selection of news under the PRB Act), Printed : V.Ravi, xyxy=(446,1302,1038,1314)
color-swatch xyxy=(126,1336,162,1346)
temple-festival-photo xyxy=(940,199,1469,388)
color-swatch xyxy=(1032,1336,1069,1346)
tender3-item-3: 3.Supply of SAND. ಇಲಾಖೆಯ ಸಂಖ್ಯೆ RDPR/2025-26/IND12491. ಮೊತ್ತ ರೂ: 1,34,678. xyxy=(751,1175,988,1183)
rgv-para-1: ಹೈದರಾಬಾದ್ 21: ಭಾರತೀಯ ಚಿತ್ರರಂಗದ ಖ್ಯಾತ ನಿರ್ದೇಶಕ ಎಸ್.ಎಸ್. ರಾಜಮೌಳಿ ಅವರಿಗೆ ನಿರ್ದೇಶಕ ರಾಮ್ ಗೋಪಾಲ್ ವರ್ಮಾ ಬೆಂಬಲ ವ್ಯಕ್ತಪಡಿಸಿದ್ದಾರೆ. ದೇವರ ಮೇಲೆ ನಂಬಿಕೆ ಇಲ್ಲದಿದ್ದರೂ ರಾಜಮೌಳಿ ಅವರು ದೊಡ್ಡ ಯಶಸ್ಸು ಗಳಿಸಿದ್ದಾರೆ ಎಂದು ಅವರು ಹೇಳಿದ್ದಾರೆ. xyxy=(577,661,1047,680)
lead-para-2: ನಗರದಾದ್ಯಂತ ಬೀದಿ ನಾಯಿಗಳ ಉಪಟಳ ಹೆಚ್ಚಾಗಿದ್ದು ಸಾರ್ವಜನಿಕರ ಭಯದ ವಾತಾವರಣ ನಿರ್ಮಾಣವಾಗಿದೆ. ಶಾಲಾ ಮಕ್ಕಳು, ವೃದ್ಧರು, ಮಹಿಳೆಯರು ಓಡಾಡಲು ಹೆದರುವ ಪರಿಸ್ಥಿತಿ ನಿರ್ಮಾಣವಾಗಿದೆ. xyxy=(17,177,179,218)
tender1-header-line2: ಗ್ರಾಮ ಪಂಚಾಯತಿ ಕಾರ್ಯಾಲಯ, ಕರಡಿ xyxy=(148,1107,241,1116)
color-swatch xyxy=(887,1336,923,1346)
color-swatch xyxy=(270,1336,306,1346)
temple-col-text xyxy=(940,109,1070,193)
tender1-subtitle: ಕಾರ್ಯಗಳ ಸಾರ್ವಜನಿಕ ಸಂಗ್ರಹಣೆಗಾಗಿ ಭೂಸ್ವಾಧೀನ ಮಾಹಿತಾವರ xyxy=(120,1162,269,1171)
street-dogs-photo xyxy=(187,123,926,317)
second-block xyxy=(17,399,1467,780)
tender1-item-1: RDPR/2025-26/IND12396, RDPR/2025-26/IND12402, RDPR/2025-26/IND12397, RDPR/2025-26/IND12401, RDPR/2025-26/IND12399, RDPR/2025-26/IND12400, RDPR/2025-26/IND12398. xyxy=(24,1190,365,1207)
color-swatch xyxy=(1431,1336,1467,1346)
health-camp-caption: ಆರೋಗ್ಯ ಶಿಬಿರದಲ್ಲಿ ಗಣ್ಯರು ಭಾಗವಹಿಸಿದ್ದರು. xyxy=(237,635,341,644)
students-para-3: ಗ್ರಂಥಾಲಯಗಳಿಗೆ ಭೇಟಿ ನೀಡಿ ವಿವಿಧ ಪುಸ್ತಕಗಳನ್ನು ಓದಬೇಕು. ಶಿಕ್ಷಕರು ಮಕ್ಕಳ ಸೃಜನಶೀಲತೆಗೆ ಪ್ರೋತ್ಸಾಹ ನೀಡಬೇಕು ಎಂದು ತಿಳಿಸಿದರು. xyxy=(618,861,780,892)
vaccination-photo xyxy=(697,467,1469,582)
rgv-para-3b: ಹೈದರಾಬಾದ್ 21: ಭಾರತೀಯ ಚಿತ್ರರಂಗದ ಖ್ಯಾತ ನಿರ್ದೇಶಕ ಎಸ್.ಎಸ್. ರಾಜಮೌಳಿ ಅವರಿಗೆ ನಿರ್ದೇಶಕ ರಾಮ್ ಗೋಪಾಲ್ ವರ್ಮಾ ಬೆಂಬಲ ವ್ಯಕ್ತಪಡಿಸಿದ್ದಾರೆ. ದೇವರ ಮೇಲೆ ನಂಬಿಕೆ ಇಲ್ಲದಿದ್ದರೂ ರಾಜಮೌಳಿ ಅವರು ದೊಡ್ಡ ಯಶಸ್ಸು ಗಳಿಸಿದ್ದಾರೆ ಎಂದು ಅವರು ಹೇಳಿದ್ದಾರೆ. xyxy=(381,783,738,803)
constitution-divider xyxy=(1137,939,1467,940)
tender2-sign: ಪಂಚಾಯತಿ ಅಭಿವೃದ್ಧಿ ಅಧಿಕಾರಿ, ಗ್ರಾಮ ಪಂಚಾಯತಿ xyxy=(617,1224,728,1231)
page-number-badge: 04 xyxy=(1409,21,1458,53)
tender2-ref: ಸಂಖ್ಯೆ: ಎನ್‌ಆರ್‌ಇಜಿಎ/NREGA/02/2025–26 xyxy=(387,1124,500,1132)
constitution-headline-line1: ನ.26 ಜಿಲ್ಲಾದ್ಯಾಂತ xyxy=(1241,816,1363,840)
temple-col-text-2 xyxy=(1077,109,1207,193)
color-swatch xyxy=(996,1336,1032,1346)
color-swatch xyxy=(343,1336,379,1346)
tender1-sign-sub: ಗ್ರಾಮ ಪಂಚಾಯತಿ, ಕರಡಿ xyxy=(310,1273,365,1280)
vaccine-para-3: ಲಸಿಕೆ ಹಾಕಿಸುವುದರಿಂದ ಮಕ್ಕಳಲ್ಲಿ ರೋಗ ನಿರೋಧಕ ಶಕ್ತಿ ಹೆಚ್ಚಾಗುತ್ತದೆ. ಪೋಲಿಯೋ, ದಡಾರ, ಕ್ಷಯ ಮುಂತಾದ ರೋಗಗಳಿಂದ ರಕ್ಷಣೆ ಸಿಗುತ್ತದೆ. xyxy=(756,596,929,627)
masthead-title: ಸುವರ್ಣ ವಾಹಿನಿ xyxy=(661,22,797,51)
labour-para-3: ಹೆಚ್ಚಿನ ಮಾಹಿತಿಗಾಗಿ ಜಿಲ್ಲಾ ಕಾರ್ಮಿಕ ಅಧಿಕಾರಿಗಳ ಕಚೇರಿಯನ್ನು ಸಂಪರ್ಕಿಸಬಹುದು ಎಂದು ಪ್ರಕಟಣೆ ತಿಳಿಸಿದೆ. xyxy=(1137,1040,1405,1050)
lead-para-7: ಹಲವು ಬಾರಿ ನಾಯಿ ಕಡಿತಕ್ಕೆ ಒಳಗಾದವರು ಆಸ್ಪತ್ರೆಗೆ ದಾಖಲಾಗಿ ಚಿಕಿತ್ಸೆ ಪಡೆದಿದ್ದಾರೆ. ಆದರೂ ನಗರಸಭೆ ಈ ಬಗ್ಗೆ ಯಾವುದೇ ಕ್ರಮ ಕೈಗೊಂಡಿಲ್ಲ ಎಂದು ಆರೋಪಿಸಿದ್ದಾರೆ. xyxy=(373,341,551,372)
lead-quote-attribution: – ಮಲ್ಲಿಕಾರ್ಜುನ, ಕೆ.ಚಂದ್ರು, ನಗರ ನಿವಾಸಿಗಳು xyxy=(806,344,924,354)
students-para-4: ಮನೋರಂಜನೆಗಾಗಿ ಮೊಬೈಲ್ ಬಳಕೆ ಕಡಿಮೆ ಮಾಡಬೇಕು. ಕ್ರೀಡೆ ಮತ್ತು ಸಾಂಸ್ಕೃತಿಕ ಚಟುವಟಿಕೆಗಳಲ್ಲಿ ಹೆಚ್ಚು ತೊಡಗಿಸಿಕೊಳ್ಳಬೇಕು ಎಂದರು. xyxy=(789,861,950,892)
masthead-logo xyxy=(662,23,823,52)
vaccination-caption: ಲಸಿಕಾ ಅಭಿಯಾನ ಕಾರ್ಯಕ್ರಮದಲ್ಲಿ ಮಕ್ಕಳಿಗೆ ಲಸಿಕೆ ಹಾಕಲಾಯಿತು. xyxy=(1006,583,1158,592)
tender1-sign: ಅಭಿವೃದ್ಧಿ ಅಧಿಕಾರಿ xyxy=(325,1264,365,1272)
labour-overflow-2: ಹೆಚ್ಚಿನ ಮಾಹಿತಿಗಾಗಿ ಜಿಲ್ಲಾ ಕಾರ್ಮಿಕ ಅಧಿಕಾರಿಗಳ ಕಚೇರಿಯನ್ನು ಸಂಪರ್ಕಿಸಬಹುದು ಎಂದು ಪ್ರಕಟಣೆ ತಿಳಿಸಿದೆ. xyxy=(1106,1084,1375,1094)
masthead-date: ಶನಿವಾರ 22 ನವೆಂಬರ್ 2025 xyxy=(32,25,243,48)
tender1-ref: ಸಂಖ್ಯೆ:ಕರಡಿ/ಇಎನ್‌ಸಿ/ಎಸ್‌ಐಆರ್/ಜಿಪಿ-1/2025-26/ಅಭಿವೃದ್ಧಿ-1 xyxy=(24,1136,166,1144)
labour-overflow-3: ವಿದ್ಯಾರ್ಥಿಗಳಿಗೆ ಪ್ರಬಂಧ, ಭಾಷಣ ಹಾಗೂ ರಸಪ್ರಶ್ನೆ ಸ್ಪರ್ಧೆಗಳನ್ನು ಏರ್ಪಡಿಸಲಾಗುವುದು. ವಿಜೇತರಿಗೆ ಬಹುಮಾನ ವಿತರಿಸಲಾಗುವುದು. xyxy=(1106,1095,1430,1105)
color-swatch xyxy=(162,1336,198,1346)
lead-headline: ಶ್ವಾನಗಳ ಉಪಟಳ; ಜನರ ಆತಂಕ xyxy=(17,76,390,116)
street-dogs-caption: ಸಿರುಗುಪ್ಪ ನಗರದ ರಸ್ತೆಯಲ್ಲಿ ಬೀಡು ಬಿಟ್ಟಿರುವ ಬೀದಿ ನಾಯಿಗಳು. xyxy=(484,319,627,328)
tender2-item-5: ಟೆಂಡರ್ ಪ್ರಕಟಣೆ ದಿನಾಂಕ: 20.11.2025. ಟೆಂಡರ್ ಸಲ್ಲಿಸಲು ಕೊನೆಯ ದಿನಾಂಕ: 06.12.2025. ಟೆಂಡರ್ ತೆರೆಯುವ ದಿನಾಂಕ: 08.12.2025. xyxy=(387,1201,704,1209)
color-swatch xyxy=(1178,1336,1214,1346)
color-swatch xyxy=(415,1336,452,1346)
tender1-item-2: 1. ಟೆಂಡರ್ ಪ್ರಕಟಣೆ ದಿನಾಂಕ: 09.12.2025 ಸಂಜೆ 17.00 xyxy=(24,1208,158,1216)
tender1-body: 2025-26ನೇ ಸಾಲಿನ ಕರ್ನಾಟಕ ಸರ್ಕಾರದ ಗ್ರಾಮ ಪಂಚಾಯತಿಗೆ ಅನುದಾನದಲ್ಲಿ ಈ ಕೆಳಕಂಡ ಕಾಮಗಾರಿಗಳನ್ನು ಕೈಗೊಳ್ಳಲು ಅರ್ಹ ಗುತ್ತಿಗೆದಾರರಿಂದ ಇ-ಪ್ರೊಕ್ಯೂರ್‌ಮೆಂಟ್ ಮೂಲಕ ಟೆಂಡರ್ ಆಹ್ವಾನಿಸಲಾಗಿದೆ. xyxy=(24,1174,365,1190)
color-swatch xyxy=(1395,1336,1431,1346)
color-swatch xyxy=(1286,1336,1322,1346)
color-swatch xyxy=(1141,1336,1178,1346)
constitution-story xyxy=(1129,815,1467,1052)
health-para-5: ಗ್ರಾಮೀಣ ಪ್ರದೇಶದ ಜನರಿಗೆ ಉತ್ತಮ ಆರೋಗ್ಯ ಸೇವೆ ಒದಗಿಸಲು ಸರ್ಕಾರ ಬದ್ಧವಾಗಿದೆ ಎಂದು ತಿಳಿಸಿದರು. ಎಲ್ಲರೂ ಸೌಲಭ್ಯ ಸದುಪಯೋಗಪಡಿಸಿಕೊಳ್ಳಬೇಕು. xyxy=(385,428,561,459)
footer-rni: RNI NO: KARKAN/2022/82651 xyxy=(938,1317,1072,1327)
tender3-banner: ಟೆಂಡರ್ ಪ್ರಕಟಣೆ xyxy=(751,1136,1091,1149)
